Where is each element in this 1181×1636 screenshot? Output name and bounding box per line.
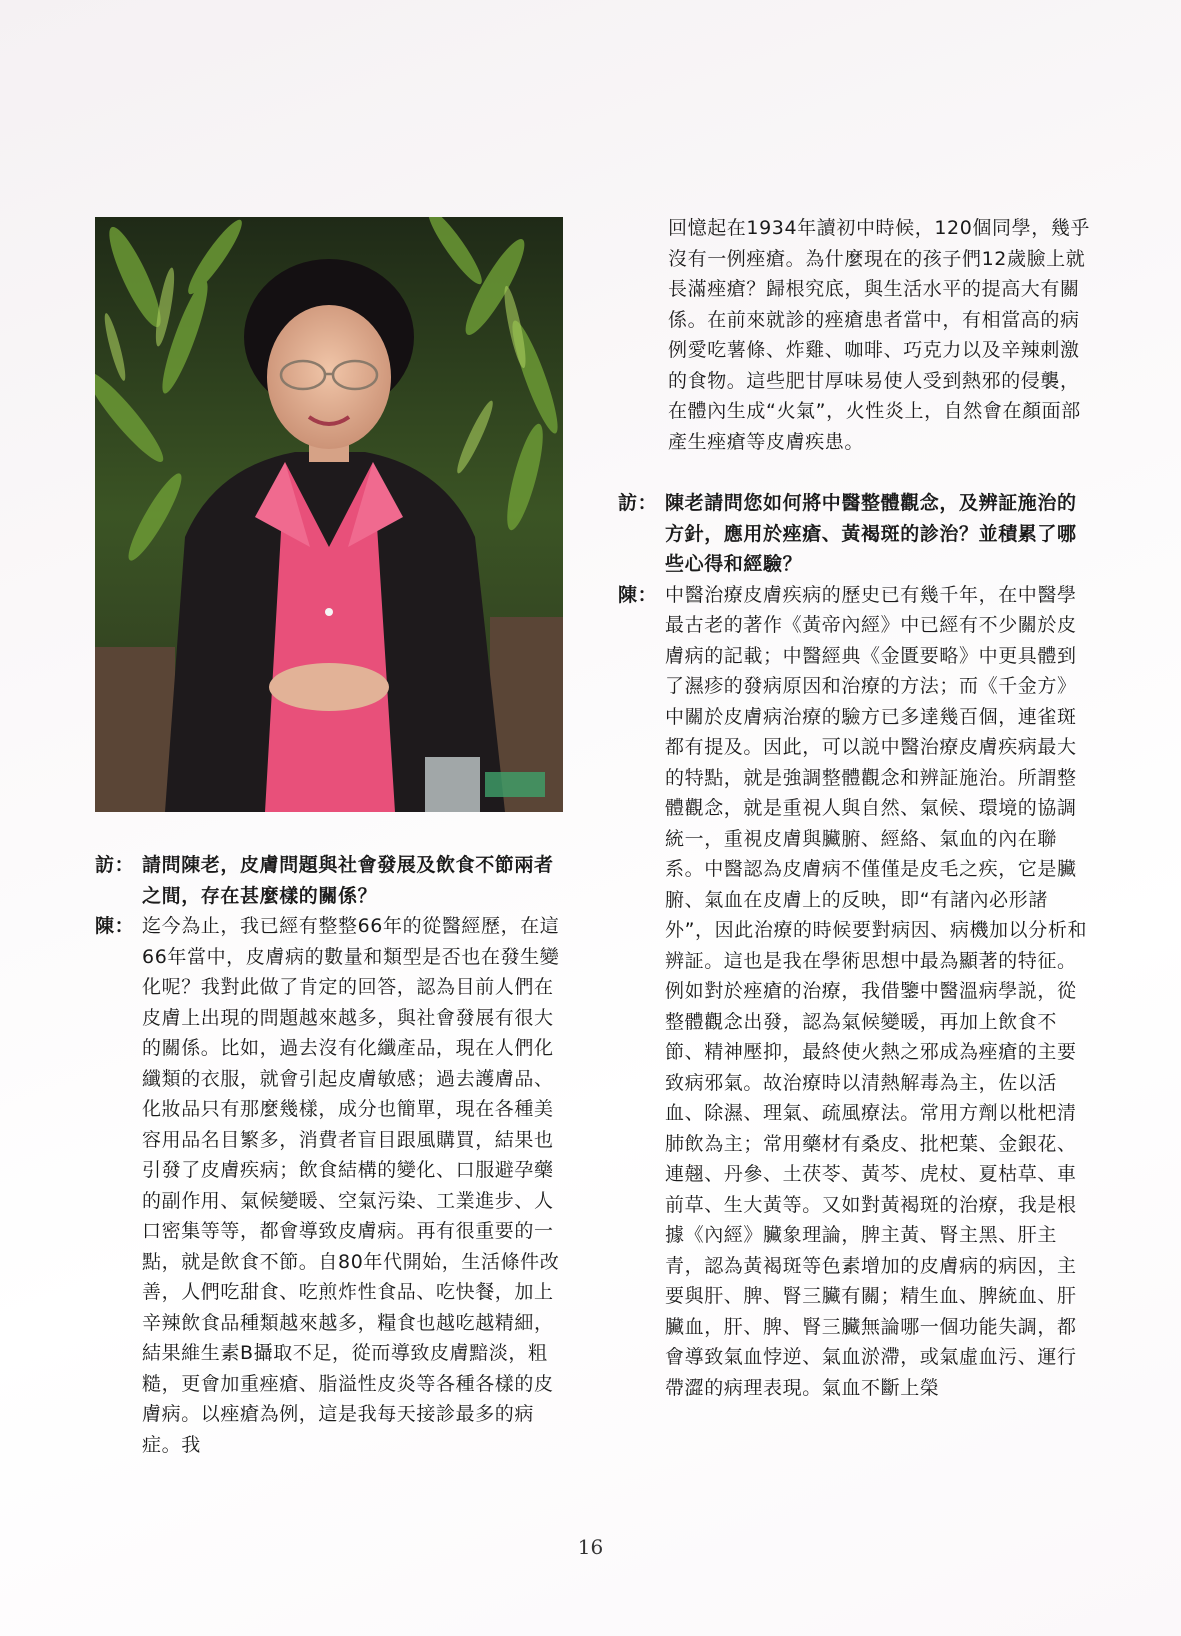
speaker-label: 陳：	[95, 915, 135, 937]
interview-question	[618, 488, 1094, 580]
interview-question	[95, 850, 573, 911]
answer-continuation: 回憶起在1934年讀初中時候，120個同學，幾乎沒有一例痤瘡。為什麼現在的孩子們12歲臉上就長滿痤瘡？歸根究底，與生活水平的提高大有關係。在前來就診的痤瘡患者當中，有相當高的病例愛吃薯條、炸雞、咖啡、巧克力以及辛辣刺激的食物。這些肥甘厚味易使人受到熱邪的侵襲，在體內生成“火氣”，火性炎上，自然會在顏面部產生痤瘡等皮膚疾患。	[668, 217, 1091, 453]
page-number: 16	[577, 1535, 604, 1559]
question-text: 請問陳老，皮膚問題與社會發展及飲食不節兩者之間，存在甚麼樣的關係？	[142, 854, 554, 907]
answer-text: 迄今為止，我已經有整整66年的從醫經歷，在這66年當中，皮膚病的數量和類型是否也在發生變化呢？我對此做了肯定的回答，認為目前人們在皮膚上出現的問題越來越多，與社會發展有很大的關係。比如，過去沒有化纖產品，現在人們化纖類的衣服，就會引起皮膚敏感；過去護膚品、化妝品只有那麼幾樣，成分也簡單，現在各種美容用品名目繁多，消費者盲目跟風購買，結果也引發了皮膚疾病；飲食結構的變化、口服避孕藥的副作用、氣候變暖、空氣污染、工業進步、人口密集等等，都會導致皮膚病。再有很重要的一點，就是飲食不節。自80年代開始，生活條件改善，人們吃甜食、吃煎炸性食品、吃快餐，加上辛辣飲食品種類越來越多，糧食也越吃越精細，結果維生素B攝取不足，從而導致皮膚黯淡，粗糙，更會加重痤瘡、脂溢性皮炎等各種各樣的皮膚病。以痤瘡為例，這是我每天接診最多的病症。我	[142, 915, 560, 1456]
left-column	[95, 850, 573, 1460]
portrait-photo	[95, 217, 563, 812]
right-column	[618, 213, 1094, 1403]
question-text: 陳老請問您如何將中醫整體觀念，及辨証施治的方針，應用於痤瘡、黃褐斑的診治？並積累了哪些心得和經驗？	[665, 492, 1077, 575]
speaker-label: 訪：	[618, 492, 658, 514]
interview-answer	[95, 911, 573, 1460]
speaker-label: 陳：	[618, 583, 658, 606]
interview-answer	[618, 580, 1094, 1404]
answer-text: 中醫治療皮膚疾病的歷史已有幾千年，在中醫學最古老的著作《黃帝內經》中已經有不少關於皮膚病的記載；中醫經典《金匱要略》中更具體到了濕疹的發病原因和治療的方法；而《千金方》中關於皮膚病治療的驗方已多達幾百個，連雀斑都有提及。因此，可以説中醫治療皮膚疾病最大的特點，就是強調整體觀念和辨証施治。所謂整體觀念，就是重視人與自然、氣候、環境的協調統一，重視皮膚與臟腑、經絡、氣血的內在聯系。中醫認為皮膚病不僅僅是皮毛之疾，它是臟腑、氣血在皮膚上的反映，即“有諸內必形諸外”，因此治療的時候要對病因、病機加以分析和辨証。這也是我在學術思想中最為顯著的特征。例如對於痤瘡的治療，我借鑒中醫溫病學説，從整體觀念出發，認為氣候變暖，再加上飲食不節、精神壓抑，最終使火熱之邪成為痤瘡的主要致病邪氣。故治療時以清熱解毒為主，佐以活血、除濕、理氣、疏風療法。常用方劑以枇杷清肺飲為主；常用藥材有桑皮、批杷葉、金銀花、連翹、丹參、土茯苓、黃芩、虎杖、夏枯草、車前草、生大黃等。又如對黃褐斑的治療，我是根據《內經》臟象理論，脾主黃、腎主黑、肝主青，認為黃褐斑等色素增加的皮膚病的病因，主要與肝、脾、腎三臟有關；精生血、脾統血、肝臟血，肝、脾、腎三臟無論哪一個功能失調，都會導致氣血悖逆、氣血淤滯，或氣虛血污、運行帶澀的病理表現。氣血不斷上榮	[665, 583, 1088, 1399]
speaker-label: 訪：	[95, 854, 135, 876]
portrait-illustration	[95, 217, 563, 812]
